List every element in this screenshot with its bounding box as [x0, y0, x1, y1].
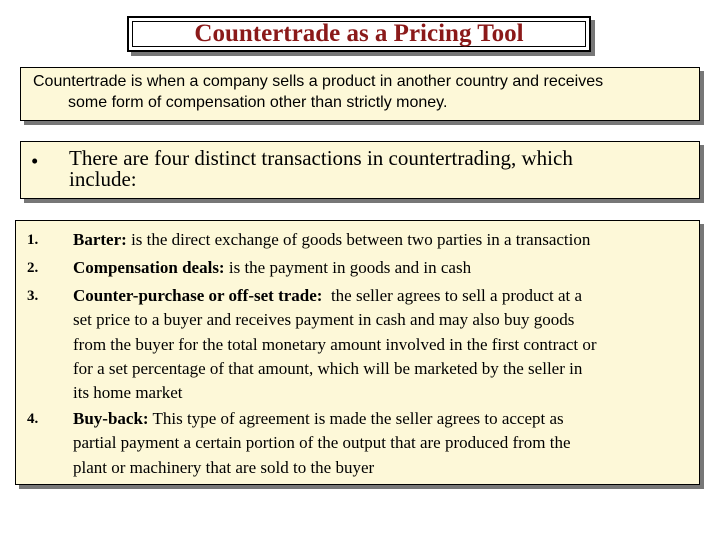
item-text — [73, 228, 695, 252]
item-term: Counter-purchase or off-set trade: — [73, 286, 323, 305]
item-number: 1. — [27, 232, 39, 248]
bullet-box — [20, 141, 700, 199]
definition-line-1: Countertrade is when a company sells a product in another country and receives — [33, 73, 604, 90]
item-term: Buy-back: — [73, 409, 149, 428]
item-term: Barter: — [73, 230, 127, 249]
definition-line-2: some form of compensation other than strictly money. — [68, 94, 448, 111]
item-line: the seller agrees to sell a product at a — [330, 286, 583, 305]
item-line: its home market — [73, 383, 183, 403]
item-number: 2. — [27, 260, 39, 276]
item-line: plant or machinery that are sold to the buyer — [73, 457, 375, 477]
item-line: This type of agreement is made the seller agrees to accept as — [152, 409, 564, 428]
slide-title: Countertrade as a Pricing Tool — [194, 20, 524, 47]
item-number: 4. — [27, 411, 39, 427]
item-number: 3. — [27, 288, 39, 304]
item-line: partial payment a certain portion of the output that are produced from the — [73, 433, 571, 453]
item-term: Compensation deals: — [73, 258, 225, 277]
bullet-icon: • — [31, 149, 39, 173]
bullet-line-1: There are four distinct transactions in countertrading, which — [69, 146, 573, 170]
item-text — [73, 284, 695, 405]
item-line: from the buyer for the total monetary amount involved in the first contract or — [73, 334, 597, 354]
item-text — [73, 256, 695, 280]
bullet-line-2: include: — [69, 167, 137, 191]
item-line: set price to a buyer and receives payment in cash and may also buy goods — [73, 310, 575, 330]
definition-box — [20, 67, 700, 121]
item-text — [73, 407, 695, 480]
item-line: is the payment in goods and in cash — [228, 258, 472, 277]
item-line: for a set percentage of that amount, which will be marketed by the seller in — [73, 358, 583, 378]
title-box — [127, 16, 591, 52]
transactions-list — [15, 220, 700, 485]
bullet-text — [69, 148, 679, 190]
item-line: is the direct exchange of goods between two parties in a transaction — [131, 230, 591, 249]
